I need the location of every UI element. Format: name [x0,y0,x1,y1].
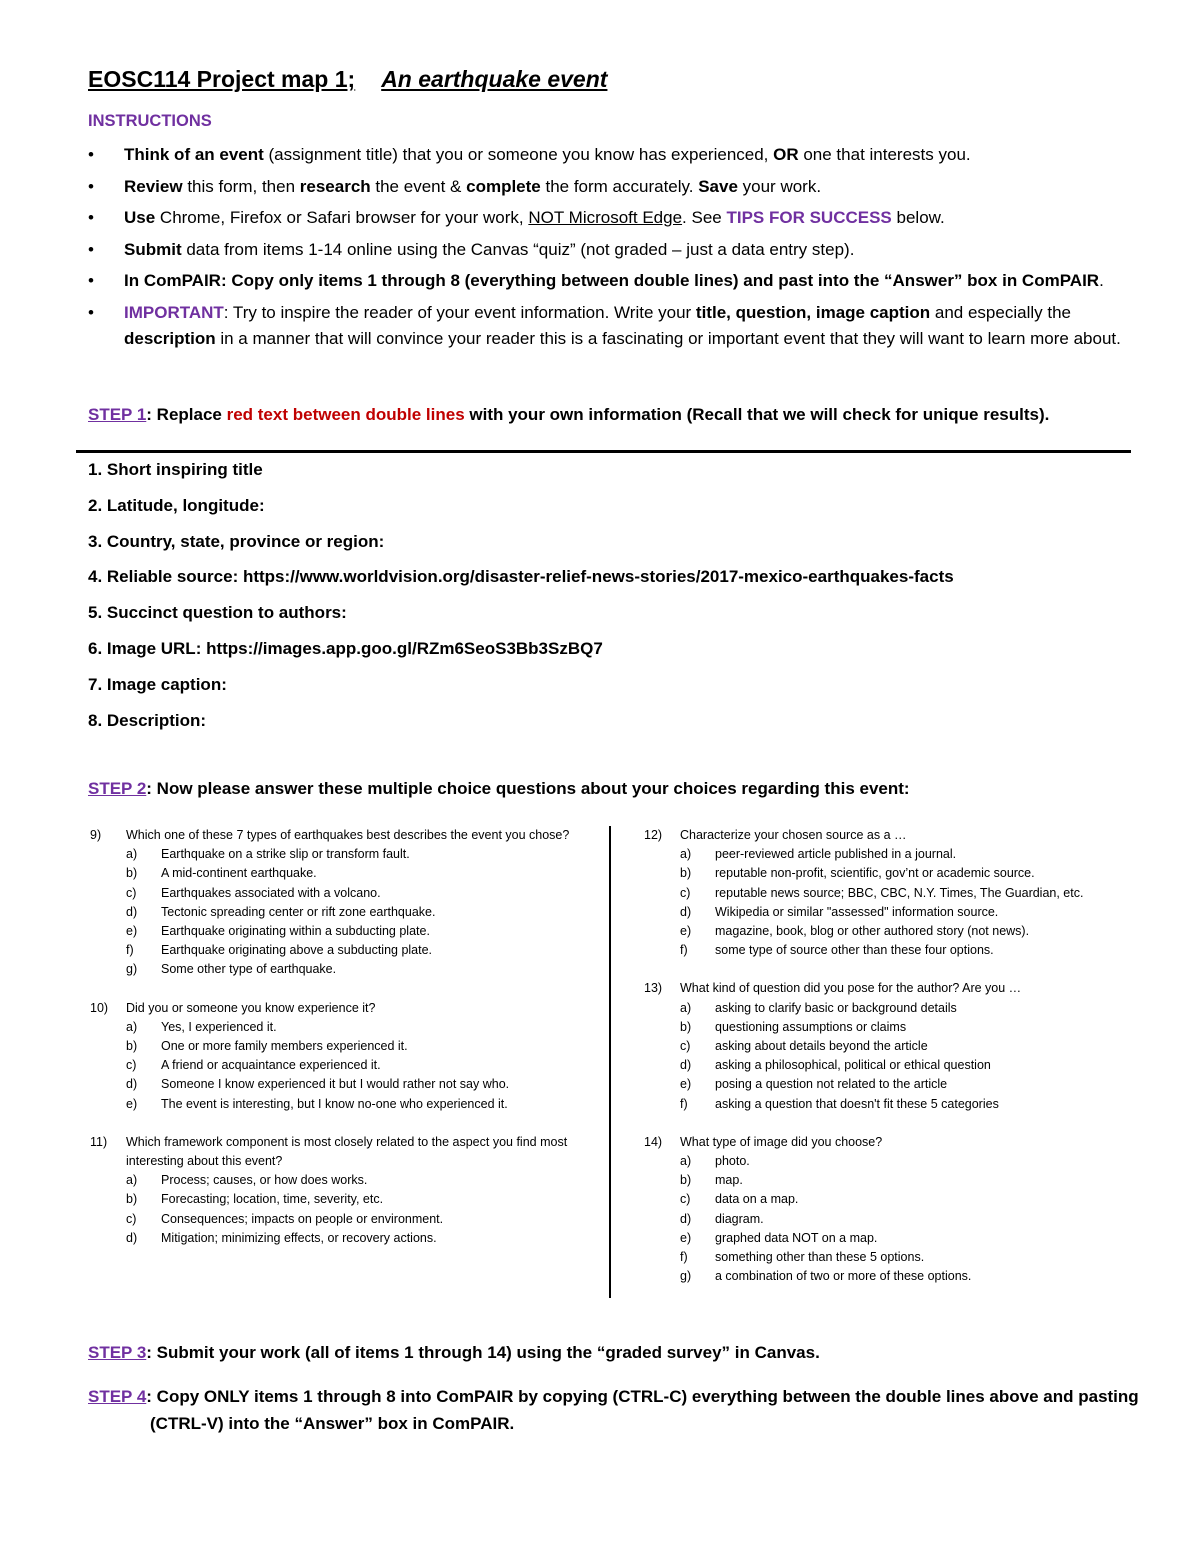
question [644,826,1154,845]
option-letter: f) [680,943,688,958]
answer-option [644,1267,1154,1286]
answer-option [644,999,1154,1018]
option-letter: a) [126,1173,138,1188]
question [644,979,1154,998]
step-1-post: with your own information (Recall that we will check for unique results). [464,405,1050,424]
question-text: Which framework component is most closely related to the aspect you find most interesting about this event? [126,1134,568,1169]
answer-option [644,1248,1154,1267]
option-letter: a) [126,847,138,862]
question-number: 9) [90,828,102,842]
option-text: graphed data NOT on a map. [715,1230,878,1245]
option-text: diagram. [715,1211,764,1226]
question [90,1133,590,1171]
instruction-text: OR [773,145,799,164]
question-number: 10) [90,1000,109,1015]
instruction-item [88,142,1128,168]
answer-option [90,1075,590,1094]
option-letter: c) [680,1192,691,1207]
option-text: Forecasting; location, time, severity, etc. [161,1192,384,1207]
option-text: Some other type of earthquake. [161,962,337,977]
answer-option [90,864,590,883]
answer-option [90,1056,590,1075]
instruction-text: (assignment title) that you or someone you know has experienced, [263,145,774,164]
step-1-label: STEP 1 [88,405,147,424]
option-letter: g) [680,1269,692,1284]
step-2 [88,779,910,799]
bullet-icon: • [88,271,94,290]
question-number: 14) [644,1134,663,1149]
option-text: asking a question that doesn't fit these 5 categories [715,1096,999,1111]
answer-option [90,1037,590,1056]
bullet-icon: • [88,145,94,164]
option-letter: f) [680,1250,688,1265]
bullet-icon: • [88,208,94,227]
question [90,999,590,1018]
option-text: Earthquake originating within a subducting plate. [161,924,430,939]
instruction-text: NOT Microsoft Edge [528,208,683,227]
instruction-text: and especially the [930,302,1071,322]
form-item-8: 8. Description: [88,710,207,730]
step-1-pre: : Replace [146,405,227,424]
option-letter: b) [680,1019,692,1034]
option-text: Wikipedia or similar "assessed" information source. [715,904,999,919]
answer-option [644,922,1154,941]
option-letter: a) [680,847,692,862]
answer-option [644,1018,1154,1037]
option-letter: e) [126,1096,138,1111]
question-text: Which one of these 7 types of earthquakes best describes the event you chose? [126,828,570,842]
option-text: Earthquake on a strike slip or transform fault. [161,847,410,862]
answer-option [90,960,590,979]
option-text: reputable non-profit, scientific, gov’nt or academic source. [715,866,1035,881]
question [644,1133,1154,1152]
instruction-text: this form, then [182,176,300,196]
form-item-2: 2. Latitude, longitude: [88,495,265,515]
step-2-label: STEP 2 [88,779,147,798]
option-letter: d) [126,1077,138,1092]
answer-option [644,1171,1154,1190]
instruction-text: Submit [124,239,182,259]
instruction-text: . [1099,271,1104,290]
option-text: asking a philosophical, political or ethical question [715,1058,991,1073]
page-title [88,66,607,93]
option-letter: c) [126,885,137,900]
form-item-1: 1. Short inspiring title [88,460,263,479]
option-text: something other than these 5 options. [715,1250,925,1265]
option-text: questioning assumptions or claims [715,1019,907,1034]
double-line-divider [76,450,1131,453]
step-4 [88,1383,1190,1437]
answer-option [644,1056,1154,1075]
option-letter: a) [680,1000,692,1015]
answer-option [644,903,1154,922]
answer-option [644,864,1154,883]
bullet-icon: • [88,176,94,196]
instruction-text: : Try to inspire the reader of your event information. Write your [223,302,696,322]
answer-option [644,884,1154,903]
option-text: One or more family members experienced it. [161,1039,408,1054]
instruction-text: title, question, image caption [695,302,931,322]
option-text: a combination of two or more of these options. [715,1269,972,1284]
answer-option [90,1095,590,1114]
instruction-text: your work. [737,176,822,196]
answer-option [644,1229,1154,1248]
option-letter: d) [680,904,692,919]
option-letter: d) [680,1211,692,1226]
option-text: A mid-continent earthquake. [161,866,317,881]
option-text: asking to clarify basic or background details [715,1000,957,1015]
instruction-text: data from items 1-14 online using the Canvas “quiz” (not graded – just a data entry step). [181,239,855,259]
option-text: Yes, I experienced it. [161,1019,277,1034]
form-item-4: 4. Reliable source: https://www.worldvision.org/disaster-relief-news-stories/2017-mexico-earthquakes-facts [88,567,954,587]
form-item-5: 5. Succinct question to authors: [88,603,347,623]
option-letter: e) [126,924,138,939]
instruction-item [88,174,1128,200]
answer-option [90,1210,590,1229]
step-4-label: STEP 4 [88,1387,147,1406]
option-text: Someone I know experienced it but I would rather not say who. [161,1077,510,1092]
instruction-text: . See [682,208,727,227]
bullet-icon: • [88,302,94,322]
step-3-text: : Submit your work (all of items 1 through 14) using the “graded survey” in Canvas. [146,1343,820,1362]
option-text: data on a map. [715,1192,799,1207]
option-letter: f) [680,1096,688,1111]
form-item-7: 7. Image caption: [88,674,227,694]
instruction-text: Chrome, Firefox or Safari browser for your work, [155,208,529,227]
form-item-6: 6. Image URL: https://images.app.goo.gl/RZm6SeoS3Bb3SzBQ7 [88,638,603,658]
answer-option [644,1210,1154,1229]
question-number: 12) [644,828,663,842]
option-text: Consequences; impacts on people or environment. [161,1211,444,1226]
answer-option [90,1018,590,1037]
answer-option [644,1152,1154,1171]
option-text: reputable news source; BBC, CBC, N.Y. Times, The Guardian, etc. [715,885,1084,900]
option-letter: a) [126,1019,138,1034]
instruction-text: IMPORTANT [124,302,224,322]
instruction-text: complete [466,176,541,196]
title-main: EOSC114 Project map 1; [88,66,356,92]
question-text: What type of image did you choose? [680,1134,883,1149]
title-subtitle: An earthquake event [381,66,608,92]
step-1 [88,405,1049,425]
answer-option [90,1229,590,1248]
option-text: Earthquakes associated with a volcano. [161,885,381,900]
option-text: The event is interesting, but I know no-one who experienced it. [161,1096,508,1111]
question [90,826,590,845]
option-text: posing a question not related to the article [715,1077,948,1092]
instruction-text: description [124,328,216,348]
question-text: What kind of question did you pose for the author? Are you … [680,981,1022,996]
question-number: 11) [90,1134,108,1149]
option-letter: g) [126,962,138,977]
option-letter: c) [126,1058,137,1073]
option-letter: d) [126,1230,138,1245]
step-1-red-text: red text between double lines [226,405,465,424]
option-letter: e) [680,1230,692,1245]
instruction-item [88,205,1128,231]
answer-option [644,1095,1154,1114]
option-letter: b) [680,1173,692,1188]
step-3 [88,1343,820,1363]
option-letter: d) [680,1058,692,1073]
answer-option [644,1190,1154,1209]
instruction-text: Think of an event [124,145,264,164]
instruction-text: one that interests you. [798,145,971,164]
question-text: Characterize your chosen source as a … [680,828,907,842]
option-text: magazine, book, blog or other authored story (not news). [715,924,1030,939]
instruction-item [88,300,1128,352]
option-letter: d) [126,904,138,919]
option-text: Mitigation; minimizing effects, or recovery actions. [161,1230,437,1245]
questions-right-column [644,826,1154,1286]
instruction-text: research [299,176,371,196]
step-4-text: : Copy ONLY items 1 through 8 into ComPAIR by copying (CTRL-C) everything between the double lines above and pasting (CTRL-V) into the “Answer” box in ComPAIR. [146,1387,1139,1433]
instruction-item [88,268,1128,294]
instruction-text: Review [124,176,183,196]
instruction-text: below. [891,208,945,227]
instruction-text: the form accurately. [540,176,699,196]
form-item-3: 3. Country, state, province or region: [88,531,385,551]
option-letter: b) [126,866,138,881]
answer-option [90,903,590,922]
answer-option [90,941,590,960]
option-letter: b) [126,1039,138,1054]
questions-left-column [90,826,590,1248]
answer-option [90,884,590,903]
option-letter: e) [680,1077,692,1092]
column-divider [609,826,611,1298]
step-2-text: : Now please answer these multiple choice questions about your choices regarding this event: [146,779,910,798]
question-number: 13) [644,981,663,996]
instruction-text: Save [698,176,738,196]
answer-option [644,1075,1154,1094]
instruction-item [88,237,1128,263]
instruction-text: Use [124,208,156,227]
answer-option [644,845,1154,864]
option-letter: e) [680,924,692,939]
instructions-list [88,142,1128,357]
answer-option [644,1037,1154,1056]
instructions-heading: INSTRUCTIONS [88,112,212,130]
option-text: some type of source other than these four options. [715,943,994,958]
form-items [88,458,954,744]
instruction-text: TIPS FOR SUCCESS [726,208,892,227]
option-text: A friend or acquaintance experienced it. [161,1058,381,1073]
answer-option [90,1190,590,1209]
option-text: asking about details beyond the article [715,1039,928,1054]
option-letter: b) [126,1192,138,1207]
option-letter: c) [126,1211,137,1226]
option-text: photo. [715,1154,750,1169]
answer-option [90,1171,590,1190]
step-3-label: STEP 3 [88,1343,147,1362]
option-letter: a) [680,1154,692,1169]
option-text: peer-reviewed article published in a journal. [715,847,957,862]
bullet-icon: • [88,239,94,259]
instruction-text: in a manner that will convince your reader this is a fascinating or important event that they will want to learn more about. [215,328,1121,348]
answer-option [644,941,1154,960]
question-text: Did you or someone you know experience it? [126,1000,376,1015]
option-letter: c) [680,885,691,900]
option-letter: f) [126,943,134,958]
option-text: Earthquake originating above a subducting plate. [161,943,433,958]
answer-option [90,845,590,864]
option-text: Process; causes, or how does works. [161,1173,368,1188]
instruction-text: In ComPAIR: Copy only items 1 through 8 (everything between double lines) and past into the “Answer” box in ComPAIR [124,271,1100,290]
answer-option [90,922,590,941]
option-text: Tectonic spreading center or rift zone earthquake. [161,904,436,919]
instruction-text: the event & [370,176,467,196]
option-letter: b) [680,866,692,881]
option-letter: c) [680,1039,691,1054]
option-text: map. [715,1173,743,1188]
